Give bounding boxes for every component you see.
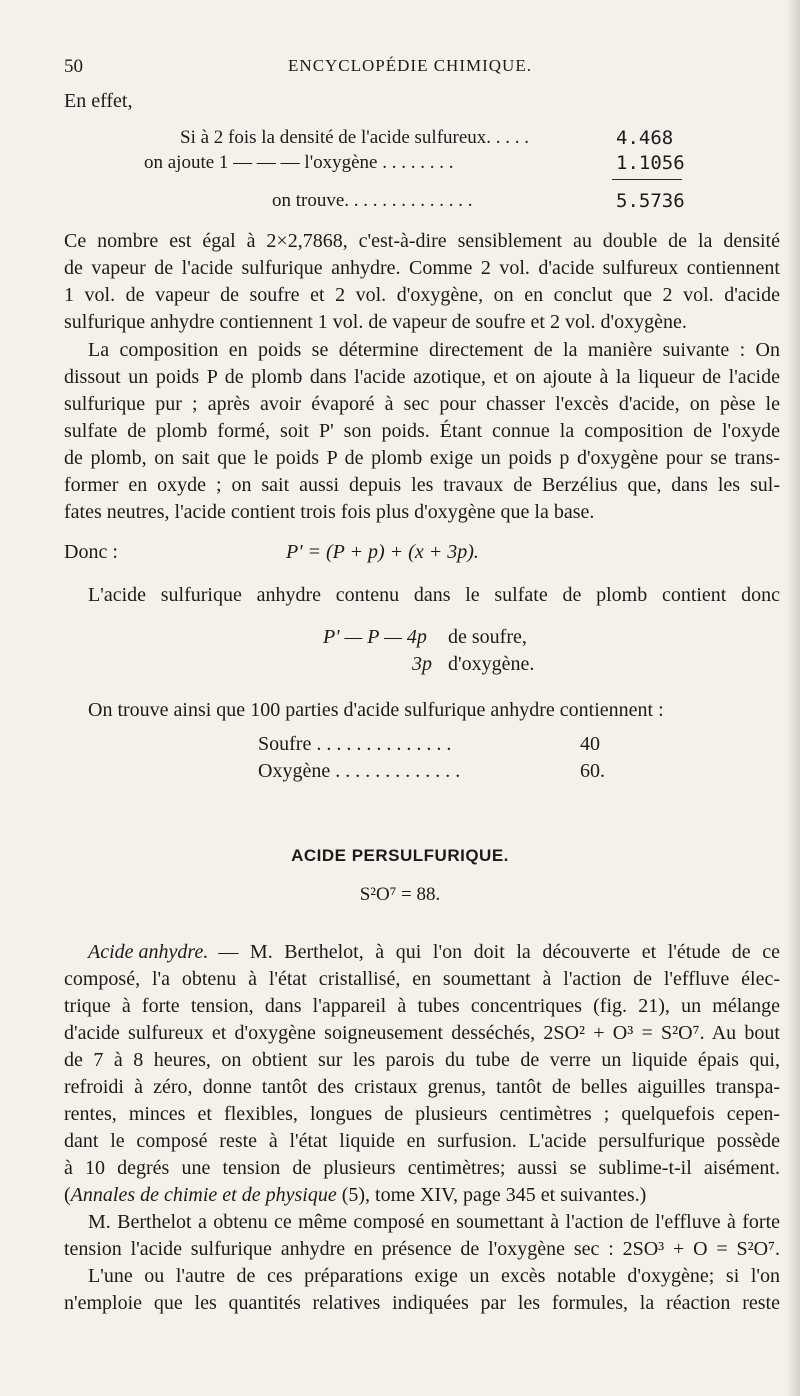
formula-sulfur: P' — P — 4p [323,626,427,648]
section-formula: S²O⁷ = 88. [359,884,441,905]
text-line: sulfurique anhydre contiennent 1 vol. de vapeur de soufre et 2 vol. d'oxygène. [64,311,687,333]
text-line: sulfate de plomb formé, soit P' son poids. Étant connue la composition de l'oxyde [64,420,780,442]
text-line: de vapeur de l'acide sulfurique anhydre. Comme 2 vol. d'acide sulfureux contiennent [64,257,780,279]
section-title: ACIDE PERSULFURIQUE. [291,846,509,865]
calc-row-3-label: on trouve. . . . . . . . . . . . . . [272,190,473,211]
composition-label: Oxygène . . . . . . . . . . . . . [258,760,461,782]
page-number: 50 [64,56,83,77]
composition-value: 60. [580,760,605,782]
text-line: M. Berthelot a obtenu ce même composé en soumettant à l'action de l'effluve à forte [88,1211,780,1233]
composition-label: Soufre . . . . . . . . . . . . . . [258,733,452,755]
text-line: On trouve ainsi que 100 parties d'acide sulfurique anhydre contiennent : [88,699,664,721]
calc-row-1-value: 4.468 [616,127,674,149]
calc-row-2-label: on ajoute 1 — — — l'oxygène . . . . . . . . [144,152,454,173]
text-line: tension l'acide sulfurique anhydre en présence de l'oxygène sec : 2SO³ + O = S²O⁷. [64,1238,780,1260]
text-line-lead [88,939,780,966]
donc-formula: P' = (P + p) + (x + 3p). [286,541,479,563]
calc-row-1-label: Si à 2 fois la densité de l'acide sulfureux. . . . . [180,127,530,148]
page-edge-shadow [786,0,800,1396]
text-line: de plomb, on sait que le poids P de plomb exige un poids p d'oxygène pour se trans- [64,447,780,469]
calc-row-3-value: 5.5736 [616,190,685,212]
sum-rule [612,179,682,180]
reference-line [64,1182,780,1209]
lead-term: Acide anhydre. [88,941,209,963]
formula-oxygen-label: d'oxygène. [448,653,535,675]
lead-text: — M. Berthelot, à qui l'on doit la découverte et l'étude de ce [218,941,780,963]
text-line: L'une ou l'autre de ces préparations exige un excès notable d'oxygène; si l'on [88,1265,780,1287]
text-line: à 10 degrés une tension de plusieurs centimètres; aussi se sublime-t-il aisément. [64,1157,780,1179]
formula-sulfur-label: de soufre, [448,626,527,648]
text-line: L'acide sulfurique anhydre contenu dans le sulfate de plomb contient donc [88,584,780,606]
reference-open: ( [64,1184,71,1206]
running-header [60,56,760,80]
text-line: n'emploie que les quantités relatives indiquées par les formules, la réaction reste [64,1292,780,1314]
text-line: former en oxyde ; on sait aussi depuis les travaux de Berzélius que, dans les sul- [64,474,780,496]
text-line: Ce nombre est égal à 2×2,7868, c'est-à-dire sensiblement au double de la densité [64,230,780,252]
formula-oxygen: 3p [412,653,432,675]
text-line: rentes, minces et flexibles, longues de plusieurs centimètres ; quelquefois cepen- [64,1103,780,1125]
text-line: 1 vol. de vapeur de soufre et 2 vol. d'oxygène, on en conclut que 2 vol. d'acide [64,284,780,306]
calc-row-2-value: 1.1056 [616,152,685,174]
text-line: fates neutres, l'acide contient trois fois plus d'oxygène que la base. [64,501,595,523]
text-line: La composition en poids se détermine directement de la manière suivante : On [88,339,780,361]
text-line: dant le composé reste à l'état liquide en surfusion. L'acide persulfurique possède [64,1130,780,1152]
text-line: de 7 à 8 heures, on obtient sur les parois du tube de verre un liquide épais qui, [64,1049,780,1071]
reference-rest: (5), tome XIV, page 345 et suivantes.) [336,1184,647,1206]
running-title: ENCYCLOPÉDIE CHIMIQUE. [288,56,532,75]
text-line: trique à forte tension, dans l'appareil à tubes concentriques (fig. 21), un mélange [64,995,780,1017]
composition-value: 40 [580,733,600,755]
text-line: dissout un poids P de plomb dans l'acide azotique, et on ajoute à la liqueur de l'acide [64,366,780,388]
text-line: refroidi à zéro, donne tantôt des cristaux grenus, tantôt de belles aiguilles transpa- [64,1076,780,1098]
reference-journal: Annales de chimie et de physique [70,1184,337,1206]
text-line: sulfurique pur ; après avoir évaporé à sec pour chasser l'excès d'acide, on pèse le [64,393,780,415]
text-line: d'acide sulfureux et d'oxygène soigneusement desséchés, 2SO² + O³ = S²O⁷. Au bout [64,1022,780,1044]
donc-label: Donc : [64,541,118,563]
text-line: composé, l'a obtenu à l'état cristallisé, en soumettant à l'action de l'effluve élec- [64,968,780,990]
intro-text: En effet, [64,90,133,112]
